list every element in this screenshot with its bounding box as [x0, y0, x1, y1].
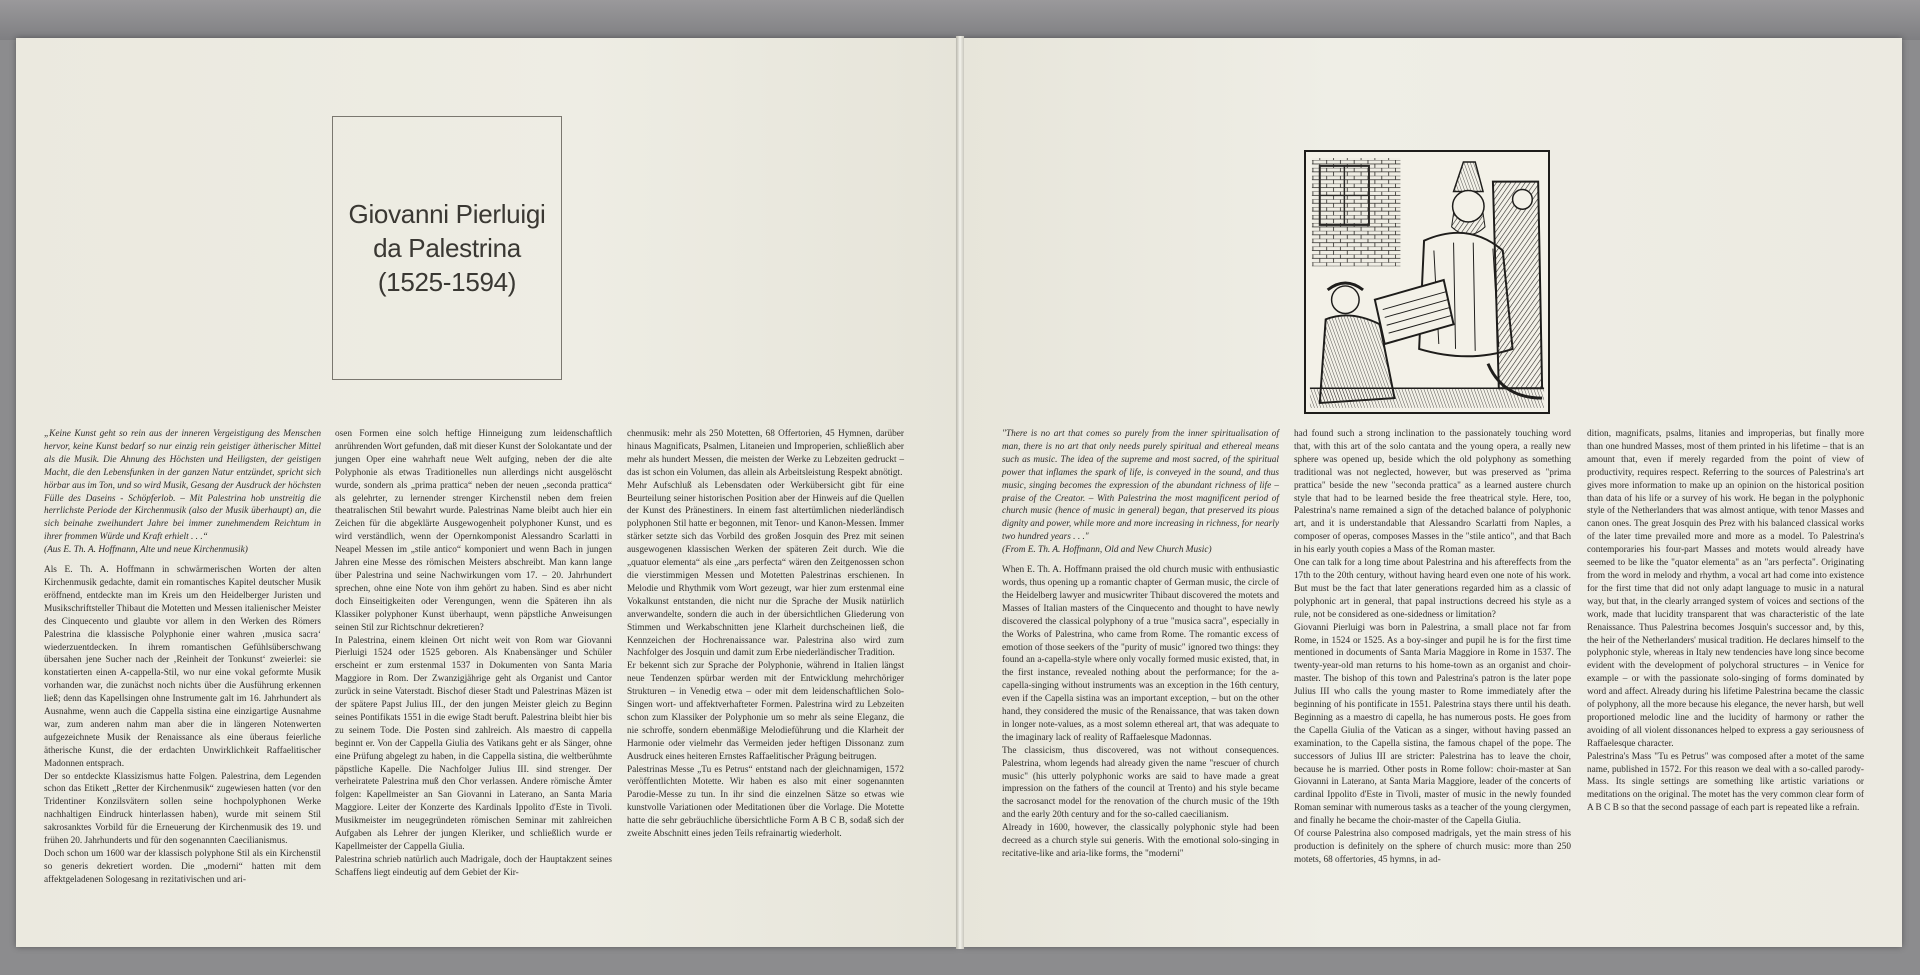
english-column-3	[1587, 428, 1864, 815]
album-cover-edge	[0, 0, 1920, 40]
woodcut-illustration	[1304, 150, 1550, 414]
german-column-1	[44, 428, 321, 887]
paragraph: Mehr Aufschluß als Lebensdaten oder Werkübersicht gibt für eine Beurteilung seiner historischen Position aber der Hinweis auf die Quellen der Kunst des Pränestiners. In einem fast altertümlichen niederländisch polyphonen Stil hatte er begonnen, mit Tenor- und Kanon-Messen. Immer stärker setzte sich das Vorbild des großen Josquin des Prez mit seinen ausgewogenen klassischen Werken der späteren Zeit durch. Wie die „quatuor elementa“ als eine „ars perfecta“ wären den Zeitgenossen schon die vierstimmigen Messen und Motetten Palestrinas erschienen. In Melodie und Rhythmik vom Wort gezeugt, war hier zum erstenmal eine Vokalkunst entstanden, die nicht nur die Sprache der Musik natürlich anverwandelte, sondern die auch in der übersichtlichen Gliederung von Stimmen und Werkabschnitten jene Klarheit durchscheinen ließ, die Kennzeichen der Hochrenaissance war. Palestrina also wird zum Nachfolger des Josquin und damit zum Erbe niederländischer Tradition.	[627, 480, 904, 659]
paragraph: Doch schon um 1600 war der klassisch polyphone Stil als ein Kirchenstil so generis dekretiert worden. Die „moderni“ hatten mit dem affektgeladenen Sologesang in rezitativischen und ari-	[44, 849, 321, 885]
title-line-1: Giovanni Pierluigi	[348, 199, 546, 229]
paragraph: When E. Th. A. Hoffmann praised the old church music with enthusiastic words, thus opening up a romantic chapter of German music, the circle of the Heidelberg lawyer and musicwriter Thibaut discovered the motets and Masses of Italian masters of the Cinquecento and thought to have newly discovered the classical polyphony of a true "musica sacra", especially in the Works of Palestrina, who came from Rome. The romantic excess of emotion of those seekers of the "purity of music" ignored two things: they found an a-capella-style where only vocally formed music existed, that, in the first instance, revealed nothing about the performance; for the a-capella-singing without instruments was an exception in the 16th century, even if the Capella sistina was an important exception, – but on the other hand, they considered the music of the Renaissance, that was taken down in longer note-values, as a most solemn ethereal art, that was adequate to the imaginary lack of reality of Raffaelesque Madonnas.	[1002, 565, 1279, 743]
paragraph: In Palestrina, einem kleinen Ort nicht weit von Rom war Giovanni Pierluigi 1524 oder 1525 geboren. Als Knabensänger und Schüler erscheint er zum erstenmal 1537 in Dokumenten von Santa Maria Maggiore in Rom. Der Zwanzigjährige geht als Organist und Cantor zurück in seine Vaterstadt. Bischof dieser Stadt und Palestrinas Mäzen ist der spätere Papst Julius III., der den jungen Meister gleich zu Beginn seines Pontifikats 1551 in die ewige Stadt beruft. Palestrina bleibt hier bis zu seinem Tode. Die Posten sind zahlreich. Als maestro di cappella beginnt er. Von der Cappella Giulia des Vatikans geht er als Sänger, ohne eine Prüfung abgelegt zu haben, in die Cappella sistina, die weltberühmte päpstliche Kapelle. Die Nachfolger Julius III. sind strenger. Der verheiratete Palestrina muß den Chor verlassen. Andere römische Ämter folgen: Kapellmeister an San Giovanni in Laterano, an Santa Maria Maggiore. Leiter der Konzerte des Kardinals Ippolito d'Este in Tivoli. Musikmeister im neugegründeten römischen Seminar mit zahlreichen Aufgaben als Lehrer der jungen Kleriker, und schließlich wurde er Kapellmeister der Cappella Giulia.	[335, 635, 612, 852]
paragraph: Palestrina's Mass "Tu es Petrus" was composed after a motet of the same name, published in 1572. For this reason we deal with a so-called parody-Mass. Its single settings are something like artistic variations or meditations on the original. The motet has the very common clear form of A B C B so that the second passage of each part is repeated like a refrain.	[1587, 751, 1864, 814]
paragraph: Giovanni Pierluigi was born in Palestrina, a small place not far from Rome, in 1524 or 1525. As a boy-singer and pupil he is for the first time mentioned in documents of Santa Maria Maggiore in Rome in 1537. The twenty-year-old man returns to his home-town as an organist and choir-master. The bishop of this town and Palestrina's patron is the later pope Julius III who calls the young master to Rome immediately after the beginning of his pontificate in 1551. Palestrina stays there until his death. Beginning as a maestro di capella, he has numerous posts. He goes from the Capella Giulia of the Vatican as a singer, without having passed an examination, to the Capella sistina, the famous chapel of the pope. The successors of Julius III are stricter: Palestrina has to leave the choir, because he is married. Other posts in Rome follow: choir-master at San Giovanni in Laterano, at Santa Maria Maggiore, leader of the concerts of cardinal Ippolito d'Este in Tivoli, master of music in the newly founded Roman seminar with numerous tasks as a teacher of the young clergymen, and finally he became the choir-master of the Capella Giulia.	[1294, 622, 1571, 827]
paragraph: osen Formen eine solch heftige Hinneigung zum leidenschaftlich anrührenden Wort gefunden, daß mit dieser Kunst der Solokantate und der jungen Oper eine wahrhaft neue Welt aufging, neben der die alte Polyphonie als etwas Traditionelles nun allerdings nicht ausgelöscht wurde, sondern als „prima prattica“ neben der neuen „seconda prattica“ als gelehrter, zu lernender strenger Kirchenstil neben dem freien theatralischen Stil bewahrt wurde. Palestrinas Name bleibt auch hier ein Zeichen für die abgeklärte Ausgewogenheit polyphoner Kunst, und es wird verständlich, wenn der Opernkomponist Alessandro Scarlatti in Neapel Messen im „stile antico“ komponiert und wenn Bach in jungen Jahren eine Messe des römischen Meisters abschreibt. Man kann lange über Palestrina und seine Nachwirkungen vom 17. – 20. Jahrhundert sprechen, ohne eine Note von ihm gehört zu haben. Sind es aber nicht doch Einseitigkeiten oder Verengungen, wenn die Späteren ihn als Klassiker polyphoner Kunst überhaupt, wenn päpstliche Anweisungen seinen Stil zur Richtschnur dekretieren?	[335, 429, 612, 633]
title-line-2: da Palestrina	[373, 233, 521, 263]
german-quote-source: (Aus E. Th. A. Hoffmann, Alte und neue Kirchenmusik)	[44, 545, 248, 556]
paragraph: Als E. Th. A. Hoffmann in schwärmerischen Worten der alten Kirchenmusik gedachte, damit ein romantisches Kapitel deutscher Musik eröffnend, entdeckte man im Kreis um den Heidelberger Juristen und Musikschriftsteller Thibaut die Motetten und Messen italienischer Meister des Cinquecento und glaubte vor allem in den Werken des Römers Palestrina die klassische Polyphonie einer wahren ‚musica sacra‘ wiederzuentdecken. In ihrem romantischen Gefühlsüberschwang übersahen jene Sucher nach der ‚Reinheit der Tonkunst‘ zweierlei: sie konstatierten einen A-cappella-Stil, wo nur eine vokal geformte Musik vorhanden war, die zunächst noch nichts über die Ausführung erkennen ließ; denn das Kapellsingen ohne Instrumente galt im 16. Jahrhundert als Ausnahme, wenn auch die Cappella sistina eine einzigartige Ausnahme war, zum anderen nahm man aber die in längeren Notenwerten aufgezeichnete Musik der Renaissance als eine überaus feierliche ätherische Kunst, die der erdachten Unwirklichkeit Raffaelitischer Madonnen entsprach.	[44, 565, 321, 769]
paragraph: Der so entdeckte Klassizismus hatte Folgen. Palestrina, dem Legenden schon das Etikett „Retter der Kirchenmusik“ zugewiesen hatten (vor den Tridentiner Konzilsvätern sollen seine hochpolyphonen Werke nachhaltigen Eindruck hinterlassen haben), wurde mit seinem Stil sakrosanktes Vorbild für die Erneuerung der Kirchenmusik des 19. und frühen 20. Jahrhunderts und für den sogenannten Caecilianismus.	[44, 771, 321, 847]
paragraph: The classicism, thus discovered, was not without consequences. Palestrina, whom legends had already given the name "rescuer of church music" (his utterly polyphonic works are said to have made a great impression on the fathers of the council at Trento) and his style became the sacrosanct model for the renovation of the church music of the 19th and the early 20th century and for the so-called caecilianism.	[1002, 745, 1279, 821]
paragraph: chenmusik: mehr als 250 Motetten, 68 Offertorien, 45 Hymnen, darüber hinaus Magnificats, Psalmen, Litaneien und Improperien, schließlich aber mehr als hundert Messen, die meisten der Werke zu Lebzeiten gedruckt – das ist schon ein Volumen, das allein als Arbeitsleistung Respekt abnötigt.	[627, 429, 904, 478]
title-line-3: (1525-1594)	[377, 267, 517, 297]
paragraph: Palestrinas Messe „Tu es Petrus“ entstand nach der gleichnamigen, 1572 veröffentlichten Motette. Wir haben es also mit einer sogenannten Parodie-Messe zu tun. In ihr sind die einzelnen Sätze so etwas wie kunstvolle Variationen oder Meditationen über die Vorlage. Die Motette hatte die sehr gebräuchliche übersichtliche Form A B C B, sodaß sich der zweite Abschnitt eines jeden Teils refrainartig wiederholt.	[627, 764, 904, 840]
gatefold-spine	[956, 36, 964, 949]
paragraph: dition, magnificats, psalms, litanies and improperias, but finally more than one hundred Masses, most of them printed in his lifetime – that is an amount that, even if merely regarded from the point of view of productivity, requires respect. Referring to the sources of Palestrina's art gives more information to make up an opinion on the historical position than data of his life or a survey of his work. He began in the polyphonic style of the Netherlanders that was almost antique, with tenor Masses and canon ones. The great Josquin des Prez with his balanced classical works of the later time prevailed more and more as a model. To Palestrina's contemporaries his four-part Masses and motets would already have seemed to be like the "quator elementa" as an "ars perfecta". Originating from the word in melody and rhythm, a vocal art had come into existence for the first time that did not only adapt language to music in a natural way, but that, in the clearly arranged system of voices and sections of the work, made that lucidity transparent that was characteristic of the late Renaissance. Thus Palestrina becomes Josquin's successor and, by this, the heir of the Netherlanders' musical tradition. He declares himself to the polyphonic style, whereas in Italy new tendencies have long since become evident with the development of polychoral structures – in Venice for example – or with the passionate solo-singing of forms dominated by word and affect. Already during his lifetime Palestrina became the classic of polyphony, all the more because his elegance, the never harsh, but well proportioned melodic line and the lucidity of harmony or rather the avoiding of all violent dissonances helped to express a gay seriousness of Raffaelesque character.	[1587, 429, 1864, 749]
paragraph: One can talk for a long time about Palestrina and his aftereffects from the 17th to the 20th century, without having heard even one note of his work. But must be the fact that later generations regarded him as a classic of polyphonic art in general, that papal instructions decreed his style as a rule, not be considered as one-sidedness or limitation?	[1294, 558, 1571, 620]
paragraph: Er bekennt sich zur Sprache der Polyphonie, während in Italien längst neue Tendenzen spürbar werden mit der Entwicklung mehrchöriger Strukturen – in Venedig etwa – oder mit dem leidenschaftlichen Solo-Singen wort- und affektverhafteter Formen. Palestrina wird zu Lebzeiten schon zum Klassiker der Polyphonie um so mehr als seine Eleganz, die nie schroffe, sondern ebenmäßige Melodieführung und die Klarheit der Harmonie oder vielmehr das Vermeiden jeder heftigen Dissonanz zum Ausdruck eines heiteren Ernstes Raffaelitischer Prägung beitrugen.	[627, 661, 904, 762]
paragraph: had found such a strong inclination to the passionately touching word that, with this art of the solo cantata and the young opera, a really new sphere was opened up, beside which the old polyphony as something traditional was not neglected, however, but was preserved as "prima prattica" beside the new "seconda prattica" as a learned austere church style that had to be learned beside the free theatrical style. Here, too, Palestrina's name remained a sign of the detached balance of polyphonic art, and it is understandable that Alessandro Scarlatti from Naples, a composer of operas, composes Masses in the "stile antico", and that Bach in his early youth copies a Mass of the Roman master.	[1294, 429, 1571, 556]
woodcut-image	[1306, 152, 1548, 412]
paragraph: Palestrina schrieb natürlich auch Madrigale, doch der Hauptakzent seines Schaffens liegt eindeutig auf dem Gebiet der Kir-	[335, 854, 612, 878]
german-quote: „Keine Kunst geht so rein aus der inneren Vergeistigung des Menschen hervor, keine Kunst bedarf so nur einzig rein geistiger ätherischer Mittel als die Musik. Die Ahnung des Höchsten und Heiligsten, der geistigen Macht, die den Lebensfunken in der ganzen Natur entzündet, spricht sich hörbar aus im Ton, und so wird Musik, Gesang der Ausdruck der höchsten Fülle des Daseins - Schöpferlob. – Mit Palestrina hob unstreitig die herrlichste Periode der Kirchenmusik (also der Musik überhaupt) an, die sich beinahe zweihundert Jahre bei immer zunehmendem Reichtum in ihrer frommen Würde und Kraft erhielt . . .“	[44, 429, 322, 543]
german-column-3	[627, 428, 904, 841]
paragraph: Of course Palestrina also composed madrigals, yet the main stress of his production is definitely on the sphere of church music: more than 250 motets, 68 offertories, 45 hymns, in ad-	[1294, 829, 1571, 865]
english-quote-source: (From E. Th. A. Hoffmann, Old and New Church Music)	[1002, 545, 1212, 556]
english-quote: "There is no art that comes so purely from the inner spiritualisation of man, there is no art that only needs purely spiritual and ethereal means such as music. The idea of the supreme and most sacred, of the spiritual power that inflames the spark of life, is conveyed in the sound, and thus music, singing becomes the expression of the abundant richness of life – praise of the Creator. – With Palestrina the most magnificent period of church music (hence of music in general) began, that preserved its pious dignity and power, while more and more increasing in richness, for nearly two hundred years . . ."	[1002, 429, 1279, 543]
paragraph: Already in 1600, however, the classically polyphonic style had been decreed as a church style sui generis. With the emotional solo-singing in recitative-like and aria-like forms, the "moderni"	[1002, 823, 1279, 859]
german-column-2	[335, 428, 612, 880]
english-column-1	[1002, 428, 1279, 861]
title-box	[332, 116, 562, 380]
english-column-2	[1294, 428, 1571, 867]
